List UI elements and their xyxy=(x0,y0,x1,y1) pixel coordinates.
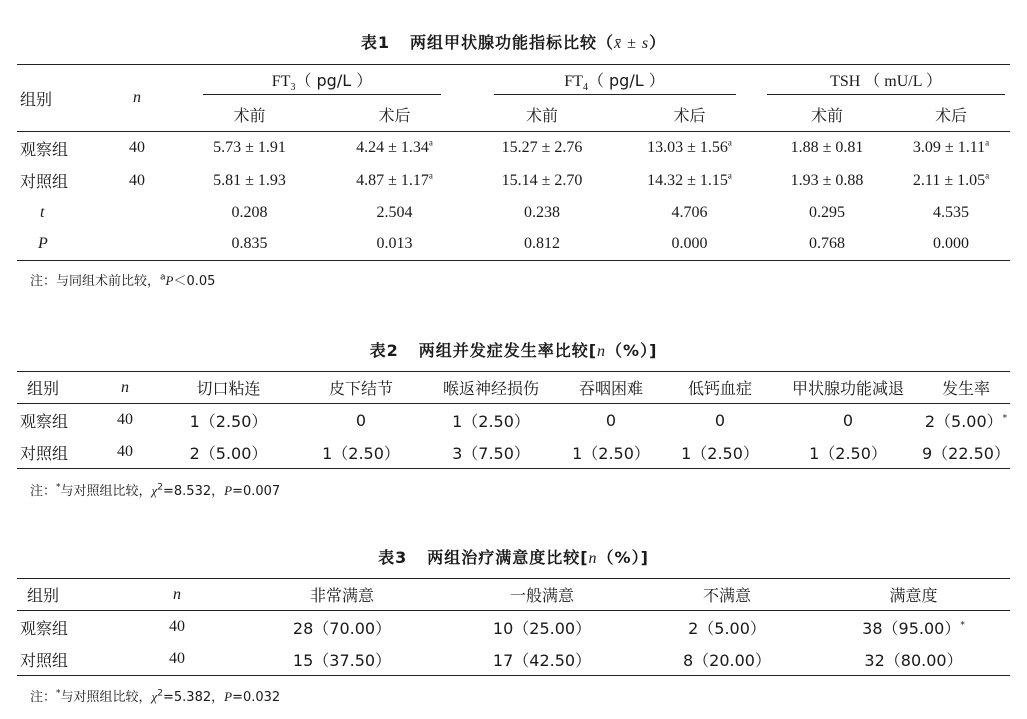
table1-tsh-pre: 术前 xyxy=(762,99,892,132)
table3-header-n: n xyxy=(117,579,237,611)
table1-header-tsh: TSH （ mU/L ） xyxy=(762,65,1010,99)
table-row: 对照组 40 5.81 ± 1.93 4.87 ± 1.17$^a$ 15.14 ± 2.70 14.32 ± 1.15$^a$ 1.93 ± 0.88 2.11 ± 1.05$^a$ xyxy=(20,170,990,191)
table2-label: 表2 xyxy=(369,341,399,360)
table1-title: 两组甲状腺功能指标比较（ xyxy=(410,33,615,52)
table-row: 对照组 40 2（5.00） 1（2.50） 3（7.50） 1（2.50） 1（2.50） 1（2.50） 9（22.50） xyxy=(17,437,1010,469)
table1-title-close: ） xyxy=(649,33,667,52)
table1-title-stat: x̄ ± s xyxy=(614,35,650,52)
table2-header-nodule: 皮下结节 xyxy=(296,372,426,404)
table2-header-hypocalcemia: 低钙血症 xyxy=(666,372,774,404)
table1-header-ft3: $FT_3$（ pg/L ） xyxy=(177,65,467,99)
table3-header-satisfied: 一般满意 xyxy=(447,579,637,611)
table1-note: 注：与同组术前比较，$^a$P＜0.05 xyxy=(30,272,216,289)
table2 xyxy=(17,371,1010,469)
table2-title: 两组并发症发生率比较[ xyxy=(418,341,598,360)
table2-header-nerve: 喉返神经损伤 xyxy=(426,372,556,404)
table2-note: 注：*与对照组比较，$\chi^2=8.532$，P=0.007 xyxy=(30,482,281,499)
table3-header-satisfaction: 满意度 xyxy=(817,579,1010,611)
table2-header-group: 组别 xyxy=(17,372,89,404)
table2-header-n: n xyxy=(89,372,161,404)
table-row: 对照组 40 15（37.50） 17（42.50） 8（20.00） 32（80.00） xyxy=(17,644,1010,676)
table-row: 观察组 40 28（70.00） 10（25.00） 2（5.00） 38（95.00）* xyxy=(20,618,965,638)
table3-title: 两组治疗满意度比较[ xyxy=(427,548,589,567)
table3-header-group: 组别 xyxy=(17,579,117,611)
table2-header-rate: 发生率 xyxy=(922,372,1010,404)
table3-caption: 表3 两组治疗满意度比较[n（%）] xyxy=(378,548,649,567)
table1-ft3-pre: 术前 xyxy=(177,99,322,132)
table-row: 观察组 40 1（2.50） 0 1（2.50） 0 0 0 2（5.00）* xyxy=(20,410,1008,431)
table1 xyxy=(17,64,1010,261)
table3-note: 注：*与对照组比较，$\chi^2=5.382$，P=0.032 xyxy=(30,688,281,705)
table2-header-hypothyroid: 甲状腺功能减退 xyxy=(774,372,922,404)
table3-header-very-satisfied: 非常满意 xyxy=(237,579,447,611)
table1-ft3-post: 术后 xyxy=(322,99,467,132)
table1-label: 表1 xyxy=(360,33,390,52)
table-row: 观察组 40 5.73 ± 1.91 4.24 ± 1.34$^a$ 15.27 ± 2.76 13.03 ± 1.56$^a$ 1.88 ± 0.81 3.09 ± 1.11$^a$ xyxy=(20,137,990,159)
table1-caption xyxy=(0,30,1027,53)
table1-ft4-pre: 术前 xyxy=(467,99,617,132)
table3-header-unsatisfied: 不满意 xyxy=(637,579,817,611)
table-row: t 0.208 2.504 0.238 4.706 0.295 4.535 xyxy=(40,203,969,221)
table2-header-dysphagia: 吞咽困难 xyxy=(556,372,666,404)
table3 xyxy=(17,578,1010,676)
table2-header-adhesion: 切口粘连 xyxy=(161,372,296,404)
table3-label: 表3 xyxy=(378,548,408,567)
table1-tsh-post: 术后 xyxy=(892,99,1010,132)
table2-caption: 表2 两组并发症发生率比较[n（%）] xyxy=(369,341,658,360)
table1-header-n: n xyxy=(97,65,177,132)
table-row: P 0.835 0.013 0.812 0.000 0.768 0.000 xyxy=(17,229,1010,261)
table1-ft4-post: 术后 xyxy=(617,99,762,132)
table1-header-ft4: $FT_4$（ pg/L ） xyxy=(467,65,762,99)
table1-header-group: 组别 xyxy=(17,65,97,132)
